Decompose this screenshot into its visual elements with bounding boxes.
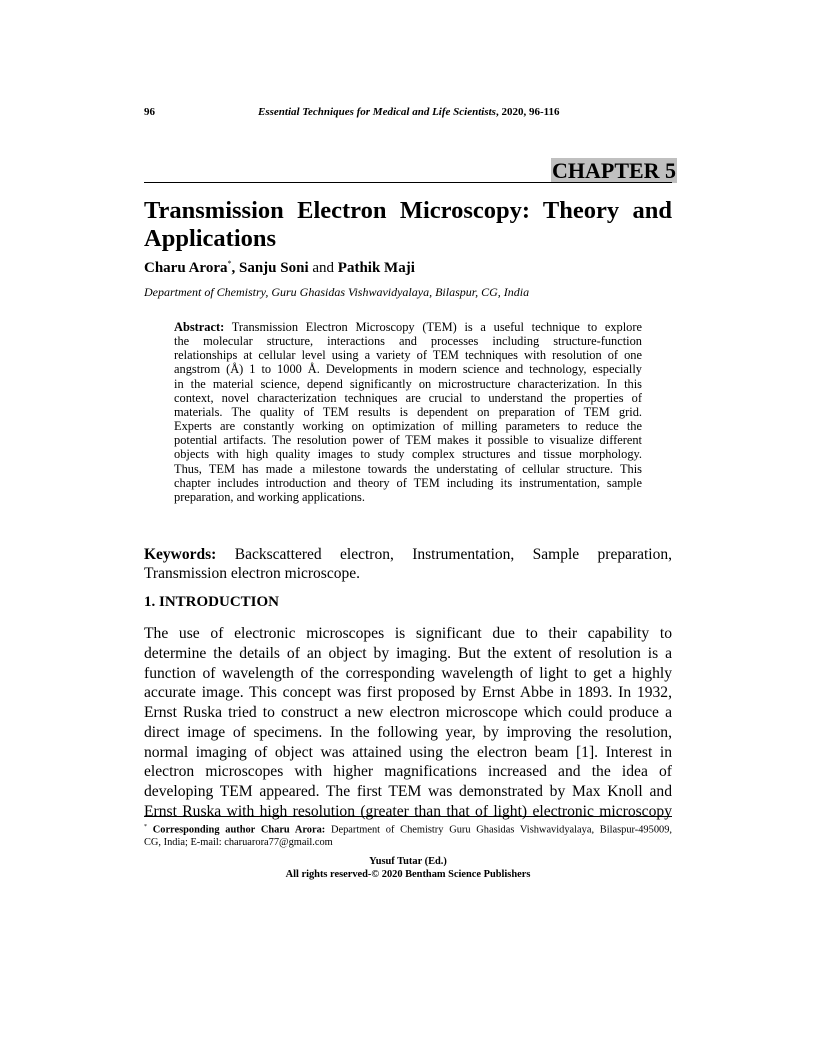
abstract-line: preparation, and working applications. [174,489,365,504]
author-separator: and [308,260,338,276]
journal-title: Essential Techniques for Medical and Life Scientists [258,106,496,118]
abstract-line: Thus, TEM has made a milestone towards the understating of cellular structure. This [174,461,642,476]
abstract-line: chapter includes introduction and theory of TEM including its instrumentation, sample [174,475,642,490]
journal-year-pages: , 2020, 96-116 [495,106,560,118]
chapter-label: CHAPTER 5 [552,158,677,183]
abstract-line: objects with high quality images to study complex structures and tissue morphology. [174,447,642,462]
header-divider [144,182,672,183]
authors [144,259,415,277]
keywords-text: Backscattered electron, Instrumentation, Sample preparation, [216,546,672,563]
copyright: All rights reserved-© 2020 Bentham Science Publishers [285,869,531,880]
paragraph-line: developing TEM appeared. The first TEM was demonstrated by Max Knoll and [144,783,672,800]
abstract-line: context, novel characterization techniques are crucial to understand the properties of [174,390,642,405]
paragraph-line: accurate image. This concept was first proposed by Ernst Abbe in 1893. In 1932, [144,684,672,702]
keywords-label: Keywords: [144,546,217,563]
abstract-label: Abstract: [174,320,225,334]
journal-citation [258,106,560,118]
keywords-line: Transmission electron microscope. [144,565,360,582]
footnote-divider [144,816,672,817]
title-line: Transmission Electron Microscopy: Theory and [144,197,672,224]
abstract-line: potential artifacts. The resolution power of TEM makes it possible to visualize different [174,433,642,448]
abstract-line: relationships at cellular level using a variety of TEM techniques with resolution of one [174,348,642,363]
abstract-line: in the material science, depend significantly on microstructure characterization. In this [174,376,642,391]
paragraph-line: electron microscopes with higher magnifications increased and the idea of [144,763,672,781]
footnote [144,821,672,849]
paragraph-line: Ernst Ruska tried to construct a new electron microscope which could produce a [144,704,672,721]
chapter-title [144,197,672,253]
paragraph-line: function of wavelength of the corresponding wavelength of light to get a highly [144,664,672,682]
paragraph-line: determine the details of an object by imaging. But the extent of resolution is a [144,644,672,662]
keywords [144,545,672,583]
abstract-line: the molecular structure, interactions and processes including structure-function [174,334,642,349]
paragraph-line: direct image of specimens. In the following year, by improving the resolution, [144,723,672,741]
author-name: Sanju Soni [238,260,309,276]
abstract-line: materials. The quality of TEM results is dependent on preparation of TEM grid. [174,404,642,419]
paragraph-line: normal imaging of object was attained using the electron beam [1]. Interest in [144,743,672,761]
footnote-line: CG, India; E-mail: charuarora77@gmail.com [144,836,333,848]
footnote-line [144,821,672,837]
page-number: 96 [144,106,155,118]
abstract-text: Transmission Electron Microscopy (TEM) is a useful technique to explore [224,320,642,334]
author-name: Charu Arora [144,260,228,276]
title-line: Applications [144,225,277,252]
intro-paragraph [144,624,672,822]
footnote-label: Corresponding author Charu Arora: [152,824,326,836]
abstract-line: angstrom (Å) 1 to 1000 Å. Developments in modern science and technology, especially [174,362,642,377]
corresponding-mark: * [227,259,232,268]
paragraph-line: The use of electronic microscopes is significant due to their capability to [144,625,672,642]
section-heading: 1. INTRODUCTION [144,594,280,610]
author-name: Pathik Maji [337,260,415,276]
abstract [174,320,642,504]
abstract-line [174,320,642,334]
publisher-info [144,855,672,881]
author-separator: , [231,260,239,276]
footnote-mark: * [144,824,147,830]
editor: Yusuf Tutar (Ed.) [369,856,447,867]
footnote-text: Department of Chemistry Guru Ghasidas Vishwavidyalaya, Bilaspur-495009, [325,824,673,836]
keywords-line [144,545,672,564]
paragraph-line: Ernst Ruska with high resolution (greater than that of light) electronic microscopy [144,802,672,820]
affiliation: Department of Chemistry, Guru Ghasidas Vishwavidyalaya, Bilaspur, CG, India [144,285,530,299]
abstract-line: Experts are constantly working on optimization of milling parameters to reduce the [174,419,642,434]
